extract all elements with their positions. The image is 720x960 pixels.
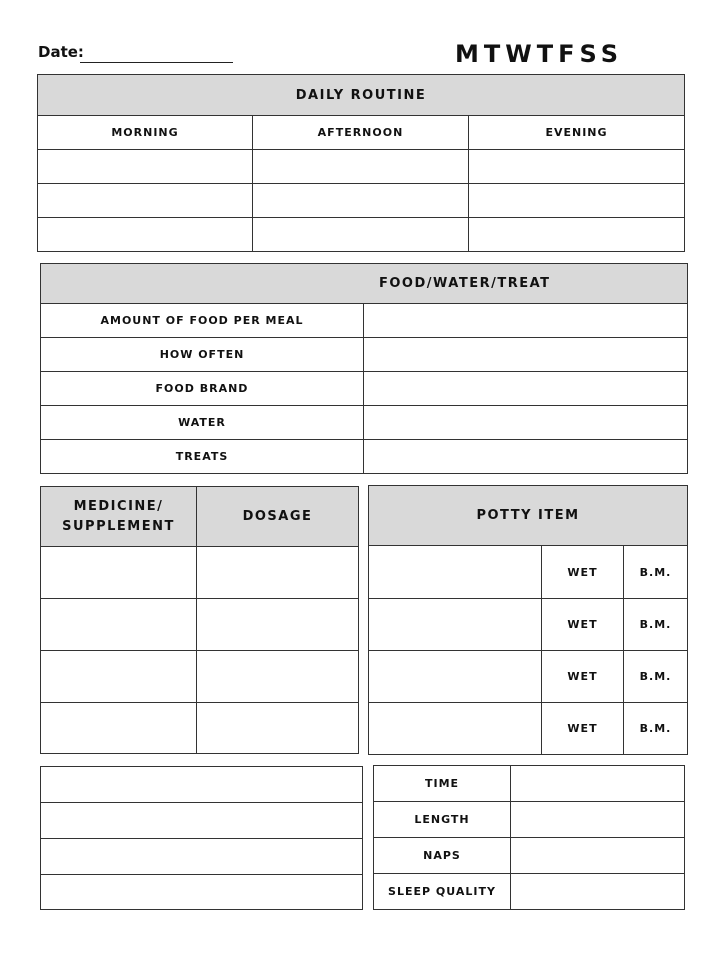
notes-table — [40, 766, 363, 910]
routine-cell[interactable] — [38, 184, 253, 218]
food-frequency-label: HOW OFTEN — [41, 338, 364, 372]
wet-label: WET — [542, 546, 624, 599]
treats-label: TREATS — [41, 440, 364, 474]
afternoon-header: AFTERNOON — [253, 116, 469, 150]
wet-label: WET — [542, 703, 624, 755]
food-frequency-value[interactable] — [364, 338, 688, 372]
potty-cell[interactable] — [369, 599, 542, 651]
food-brand-value[interactable] — [364, 372, 688, 406]
medicine-cell[interactable] — [41, 703, 197, 754]
bm-label: B.M. — [624, 599, 688, 651]
wet-label: WET — [542, 599, 624, 651]
dosage-header: DOSAGE — [197, 487, 359, 547]
food-amount-label: AMOUNT OF FOOD PER MEAL — [41, 304, 364, 338]
daily-routine-table — [37, 74, 685, 252]
time-value[interactable] — [511, 766, 685, 802]
routine-cell[interactable] — [38, 150, 253, 184]
sleep-quality-label: SLEEP QUALITY — [374, 874, 511, 910]
treats-value[interactable] — [364, 440, 688, 474]
date-label: Date: — [38, 43, 84, 61]
dosage-cell[interactable] — [197, 547, 359, 599]
routine-cell[interactable] — [253, 184, 469, 218]
food-title: FOOD/WATER/TREAT — [41, 264, 688, 304]
routine-cell[interactable] — [253, 150, 469, 184]
water-value[interactable] — [364, 406, 688, 440]
medicine-cell[interactable] — [41, 651, 197, 703]
potty-cell[interactable] — [369, 703, 542, 755]
bm-label: B.M. — [624, 546, 688, 599]
notes-row[interactable] — [41, 767, 363, 803]
medicine-header-line1: MEDICINE/ — [73, 498, 164, 514]
potty-title: POTTY ITEM — [369, 486, 688, 546]
sleep-table — [373, 765, 685, 910]
daily-routine-title: DAILY ROUTINE — [38, 75, 685, 116]
wet-label: WET — [542, 651, 624, 703]
notes-row[interactable] — [41, 875, 363, 910]
bm-label: B.M. — [624, 703, 688, 755]
water-label: WATER — [41, 406, 364, 440]
notes-row[interactable] — [41, 803, 363, 839]
potty-table — [368, 485, 688, 755]
date-input-line[interactable] — [80, 62, 233, 63]
length-value[interactable] — [511, 802, 685, 838]
time-label: TIME — [374, 766, 511, 802]
sleep-quality-value[interactable] — [511, 874, 685, 910]
medicine-cell[interactable] — [41, 547, 197, 599]
routine-cell[interactable] — [253, 218, 469, 252]
food-brand-label: FOOD BRAND — [41, 372, 364, 406]
food-table — [40, 263, 688, 474]
dosage-cell[interactable] — [197, 703, 359, 754]
dosage-cell[interactable] — [197, 599, 359, 651]
routine-cell[interactable] — [469, 218, 685, 252]
naps-label: NAPS — [374, 838, 511, 874]
naps-value[interactable] — [511, 838, 685, 874]
dosage-cell[interactable] — [197, 651, 359, 703]
food-amount-value[interactable] — [364, 304, 688, 338]
medicine-header-line2: SUPPLEMENT — [62, 518, 175, 534]
evening-header: EVENING — [469, 116, 685, 150]
days-of-week: MTWTFSS — [455, 40, 623, 68]
potty-cell[interactable] — [369, 651, 542, 703]
medicine-cell[interactable] — [41, 599, 197, 651]
medicine-header — [41, 487, 197, 547]
morning-header: MORNING — [38, 116, 253, 150]
routine-cell[interactable] — [469, 150, 685, 184]
routine-cell[interactable] — [38, 218, 253, 252]
notes-row[interactable] — [41, 839, 363, 875]
bm-label: B.M. — [624, 651, 688, 703]
length-label: LENGTH — [374, 802, 511, 838]
medicine-table — [40, 486, 359, 754]
potty-cell[interactable] — [369, 546, 542, 599]
routine-cell[interactable] — [469, 184, 685, 218]
